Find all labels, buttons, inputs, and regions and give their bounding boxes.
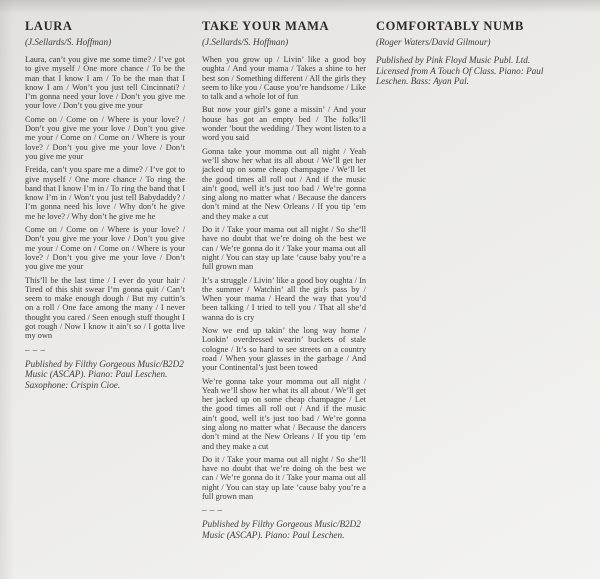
lyrics-laura bbox=[25, 55, 185, 341]
scan-shading-top bbox=[0, 0, 600, 14]
lyric-paragraph: Do it / Take your mama out all night / So she’ll have no doubt that we’re doing oh the best we can / We’re gonna do it / Take your mama out all night / You can stay up late ’cause baby you’re a full grown man bbox=[202, 454, 366, 502]
lyric-paragraph: We’re gonna take your momma out all night / Yeah we’ll show her what its all about / We’ll get her jacked up on some cheap champagne / Let the good times all roll out / And if the music ain’t good, well it’s just too bad / We’re gonna sing along no matter what / Because the dancers don’t mind at the New Orleans / If you tip ’em and they make a cut bbox=[202, 376, 366, 451]
lyric-paragraph: It’s a struggle / Livin’ like a good boy oughta / In the summer / Watchin’ all the girls pass by / When your mama / Heard the way that you’d been talking / I tried to tell you / That all she’d wanna do is cry bbox=[202, 275, 366, 322]
song-title-laura: LAURA bbox=[25, 19, 73, 33]
lyric-paragraph: But now your girl’s gone a missin’ / And your house has got an empty bed / The folks’ll wonder ’bout the wedding / They wont listen to a word you said bbox=[202, 105, 366, 143]
separator-dashes: – – – bbox=[202, 505, 223, 516]
lyric-paragraph: Do it / Take your mama out all night / So she’ll have no doubt that we’re doing oh the best we can / We’re gonna do it / Take your mama out all night / You can stay up late ’cause baby you’re a full grown man bbox=[202, 225, 366, 272]
song-title-comfortably-numb: COMFORTABLY NUMB bbox=[376, 19, 524, 33]
lyric-paragraph: Come on / Come on / Where is your love? / Don’t you give me your love / Don’t you give me your / Come on / Come on / Where is your love? / Don’t you give me your love / Don’t you give me your bbox=[25, 114, 185, 161]
lyric-paragraph: When you grow up / Livin’ like a good boy oughta / And your mama / Takes a shine to her best son / Something different / All the girls they seem to like you / Cause you’re handsome / Like to talk and a whole lot of fun bbox=[202, 55, 366, 102]
songwriter-credit-take-your-mama: (J.Sellards/S. Hoffman) bbox=[202, 37, 289, 47]
publishing-credit-laura: Published by Filthy Gorgeous Music/B2D2 Music (ASCAP). Piano: Paul Leschen. Saxophone: Crispin Cioe. bbox=[25, 358, 184, 390]
publishing-credit-comfortably-numb: Published by Pink Floyd Music Publ. Ltd. Licensed from A Touch Of Class. Piano: Paul Leschen. Bass: Ayan Pal. bbox=[376, 55, 544, 87]
lyric-paragraph: Gonna take your momma out all night / Yeah we’ll show her what its all about / We’ll get her jacked up on some cheap champagne / We’ll let the good times all roll out / And if the music ain’t good, well it’s just too bad / We’re gonna sing along no matter what / Because the dancers don’t mind at the New Orleans / If you tip ’em and they make a cut bbox=[202, 146, 366, 221]
lyric-paragraph: Laura, can’t you give me some time? / I’ve got to give myself / One more chance / To be the man that I know I am / To be the man that I know I am / Won’t you just tell Cincinnati? / I’m gonna need your love / Don’t you give me your love / Don’t you give me your bbox=[25, 55, 185, 111]
publishing-credit-take-your-mama: Published by Filthy Gorgeous Music/B2D2 Music (ASCAP). Piano: Paul Leschen. bbox=[202, 519, 361, 540]
column-laura bbox=[25, 19, 185, 390]
songwriter-credit-laura: (J.Sellards/S. Hoffman) bbox=[25, 37, 112, 47]
lyric-paragraph: Come on / Come on / Where is your love? / Don’t you give me your love / Don’t you give me your / Come on / Come on / Where is your love? / Don’t you give me your love / Don’t you give me your bbox=[25, 225, 185, 272]
column-comfortably-numb bbox=[376, 19, 548, 87]
lyric-paragraph: This’ll be the last time / I ever do your hair / Tired of this shit swear I’m gonna quit / Can’t seem to make enough dough / But my cuttin’s on a roll / One face among the many / I never thought you cared / Seen enough stuff thought I got rough / Now I know it ain’t so / I gotta live my own bbox=[25, 275, 185, 341]
column-take-your-mama bbox=[202, 19, 366, 541]
lyric-paragraph: Freida, can’t you spare me a dime? / I’ve got to give myself / One more chance / To ring the band that I know I’m in / To ring the band that I know I’m in / Won’t you just tell Babydaddy? / I’m gonna need his love / Why don’t he give me he love? / Why don’t he give me he bbox=[25, 165, 185, 221]
songwriter-credit-comfortably-numb: (Roger Waters/David Gilmour) bbox=[376, 37, 491, 47]
lyrics-take-your-mama bbox=[202, 55, 366, 501]
song-title-take-your-mama: TAKE YOUR MAMA bbox=[202, 19, 330, 33]
scan-shading-left bbox=[0, 0, 14, 579]
separator-dashes: – – – bbox=[25, 344, 46, 355]
lyric-paragraph: Now we end up takin’ the long way home / Lookin’ overdressed wearin’ buckets of stale cologne / It’s so hard to see streets on a country road / When your glasses in the garbage / And your Continental’s just been towed bbox=[202, 326, 366, 373]
